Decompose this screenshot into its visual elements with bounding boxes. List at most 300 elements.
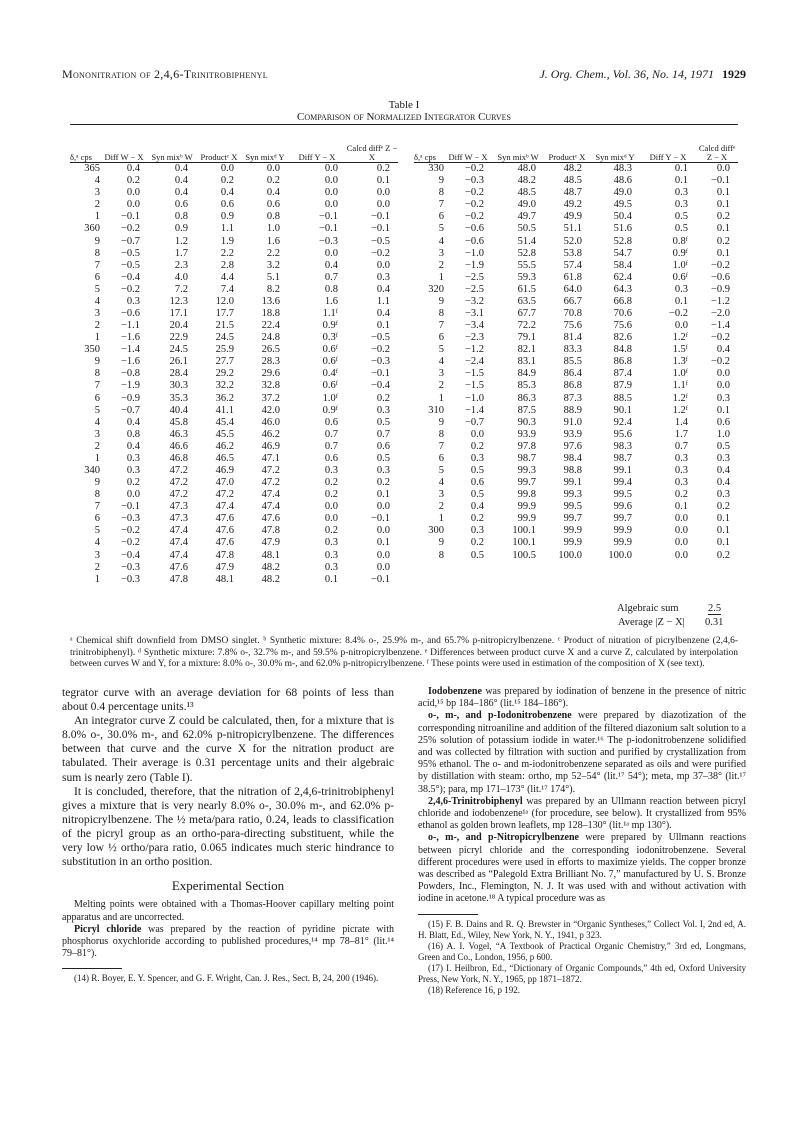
- table-cell: 13.6: [261, 295, 280, 307]
- table-cell: 0.3: [716, 392, 730, 404]
- table-cell: 98.4: [563, 452, 582, 464]
- table-cell: 0.2: [266, 175, 280, 187]
- table-cell: 0.0: [674, 537, 688, 549]
- table-row: [70, 477, 398, 489]
- table-cell: 100.0: [608, 549, 632, 561]
- table-cell: 22.9: [169, 332, 188, 344]
- table-cell: 59.3: [517, 271, 536, 283]
- table-cell: −1.0: [464, 392, 484, 404]
- table-cell: 0.4: [376, 283, 390, 295]
- table-cell: 1.6: [266, 235, 280, 247]
- paragraph-text: was prepared by an Ullmann reaction between picryl chloride and iodobenzene¹ᵃ (for procedure, see below). It crystallized from 95% ethanol as golden brown leaflets, mp 128–130° (lit.¹ᵃ mp 130°).: [418, 795, 746, 832]
- table-cell: 0.6: [376, 440, 390, 452]
- table-row: [414, 380, 738, 392]
- table-right-half: [414, 124, 738, 562]
- table-cell: 86.4: [563, 368, 582, 380]
- footnote: (15) F. B. Dains and R. Q. Brewster in “Organic Syntheses,” Collect Vol. I, 2nd ed, A. H. Blatt, Ed., Wiley, New York, N. Y., 1941, p 323.: [418, 918, 746, 940]
- table-row: [70, 513, 398, 525]
- table-cell: 49.5: [613, 199, 632, 211]
- table-row: [70, 308, 398, 320]
- table-cell: 4: [438, 235, 444, 247]
- column-header: Calcd diffᵉ Z − X: [346, 143, 398, 162]
- table-cell: 8: [438, 549, 444, 561]
- table-cell: 0.3: [126, 452, 140, 464]
- table-cell: 17.1: [169, 307, 188, 319]
- table-cell: 0.6: [324, 416, 338, 428]
- table-cell: 45.4: [215, 416, 234, 428]
- table-row: [414, 441, 738, 453]
- table-cell: 47.4: [215, 501, 234, 513]
- table-cell: 49.9: [563, 211, 582, 223]
- table-cell: 87.5: [517, 404, 536, 416]
- table-cell: −0.2: [370, 344, 390, 356]
- table-cell: −0.1: [120, 211, 140, 223]
- table-cell: 55.5: [517, 259, 536, 271]
- table-cell: 51.1: [563, 223, 582, 235]
- table-cell: 87.9: [613, 380, 632, 392]
- column-header: Productᶜ X: [548, 152, 586, 162]
- table-cell: −0.1: [370, 223, 390, 235]
- table-cell: 2.8: [220, 259, 234, 271]
- table-cell: 99.4: [613, 477, 632, 489]
- average-label: Average |Z − X|: [618, 617, 685, 628]
- table-cell: 0.4: [716, 344, 730, 356]
- table-cell: 46.8: [169, 452, 188, 464]
- table-row: [414, 296, 738, 308]
- table-cell: 0.2: [716, 235, 730, 247]
- table-cell: 0.2: [716, 211, 730, 223]
- table-cell: 2: [94, 440, 100, 452]
- table-cell: 25.9: [215, 344, 234, 356]
- table-cell: 47.4: [261, 489, 280, 501]
- table-cell: 36.2: [215, 392, 234, 404]
- compound-heading: o-, m-, and p-Iodonitrobenzene: [428, 710, 572, 722]
- table-cell: 30.3: [169, 380, 188, 392]
- table-cell: 47.0: [215, 477, 234, 489]
- table-cell: 47.1: [261, 452, 280, 464]
- table-cell: 48.2: [261, 573, 280, 585]
- table-cell: 47.6: [215, 513, 234, 525]
- table-cell: 3: [438, 368, 444, 380]
- table-cell: 0.0: [324, 199, 338, 211]
- table-cell: 1: [438, 513, 444, 525]
- table-cell: −0.1: [318, 211, 338, 223]
- table-cell: 8.2: [266, 283, 280, 295]
- table-row: [414, 368, 738, 380]
- table-row: [70, 272, 398, 284]
- table-cell: 0.3: [376, 271, 390, 283]
- table-cell: 0.4: [174, 187, 188, 199]
- table-cell: 4.4: [220, 271, 234, 283]
- table-row: [414, 405, 738, 417]
- table-cell: 3: [438, 489, 444, 501]
- column-header: Syn mixᵈ Y: [245, 152, 285, 162]
- table-cell: 0.1: [376, 537, 390, 549]
- table-row: [414, 260, 738, 272]
- table-cell: −2.4: [464, 356, 484, 368]
- table-cell: 0.5: [674, 223, 688, 235]
- table-cell: 28.4: [169, 368, 188, 380]
- table-cell: 100.5: [512, 549, 536, 561]
- table-row: [414, 248, 738, 260]
- table-cell: 0.0: [376, 501, 390, 513]
- table-cell: −0.3: [370, 356, 390, 368]
- table-cell: 0.8: [174, 211, 188, 223]
- table-row: [414, 453, 738, 465]
- table-cell: 58.4: [613, 259, 632, 271]
- table-cell: 0.0: [324, 175, 338, 187]
- table-cell: 7: [94, 380, 100, 392]
- table-cell: 4: [438, 356, 444, 368]
- table-cell: 0.1: [716, 247, 730, 259]
- table-row: [414, 284, 738, 296]
- table-cell: 1.0ᶠ: [672, 368, 688, 380]
- table-cell: 2.2: [266, 247, 280, 259]
- table-row: [414, 489, 738, 501]
- table-cell: 0.5: [716, 440, 730, 452]
- table-cell: 98.7: [517, 452, 536, 464]
- table-cell: 0.9: [220, 211, 234, 223]
- table-cell: 1.0ᶠ: [322, 392, 338, 404]
- table-subtitle: Comparison of Normalized Integrator Curves: [297, 111, 511, 123]
- table-cell: 0.7: [376, 428, 390, 440]
- table-cell: 0.5: [376, 416, 390, 428]
- table-cell: 0.0: [376, 199, 390, 211]
- table-cell: 0.4: [174, 175, 188, 187]
- table-cell: 47.6: [215, 537, 234, 549]
- paragraph: [418, 832, 746, 905]
- table-cell: 99.3: [517, 464, 536, 476]
- table-cell: 6: [438, 452, 444, 464]
- column-header: Diff Y − X: [298, 152, 336, 162]
- table-cell: 99.3: [563, 489, 582, 501]
- table-cell: −0.2: [710, 356, 730, 368]
- table-cell: 49.0: [613, 187, 632, 199]
- table-cell: 98.7: [613, 452, 632, 464]
- table-cell: 42.0: [261, 404, 280, 416]
- table-cell: 0.3: [674, 464, 688, 476]
- table-cell: 97.6: [563, 440, 582, 452]
- table-row: [70, 211, 398, 223]
- table-cell: −0.1: [370, 211, 390, 223]
- table-cell: 83.1: [517, 356, 536, 368]
- table-cell: −0.5: [370, 235, 390, 247]
- table-cell: 8: [438, 428, 444, 440]
- paragraph: tegrator curve with an average deviation for 68 points of less than about 0.4 percentage units.¹³: [62, 686, 394, 714]
- table-cell: 47.4: [261, 501, 280, 513]
- table-cell: 4: [94, 537, 100, 549]
- table-cell: 99.9: [517, 501, 536, 513]
- table-cell: −0.5: [370, 332, 390, 344]
- table-row: [70, 260, 398, 272]
- table-cell: 35.3: [169, 392, 188, 404]
- table-cell: 0.0: [716, 163, 730, 175]
- table-cell: 0.0: [324, 513, 338, 525]
- table-row: [70, 223, 398, 235]
- table-cell: 6: [438, 211, 444, 223]
- table-row: [414, 308, 738, 320]
- table-cell: 1: [94, 573, 100, 585]
- table-cell: 0.3: [376, 464, 390, 476]
- paragraph: It is concluded, therefore, that the nitration of 2,4,6-trinitrobiphenyl gives a mixture that is very nearly 8.0% o-, 30.0% m-, and 62.0% p-nitropicrylbenzene. The ½ meta/para ratio, 0.24, leads to classification of the picryl group as an ortho-para-directing substituent, while the very low ½ ortho/para ratio, 0.065 indicates much steric hindrance to substitution in an ortho position.: [62, 784, 394, 869]
- average-value: 0.31: [705, 617, 724, 628]
- table-cell: 365: [84, 163, 100, 175]
- table-cell: 52.0: [563, 235, 582, 247]
- table-cell: 9: [438, 537, 444, 549]
- table-cell: 47.2: [169, 477, 188, 489]
- table-cell: 0.1: [716, 525, 730, 537]
- table-cell: 0.6: [220, 199, 234, 211]
- table-cell: 7: [438, 320, 444, 332]
- table-row: [70, 562, 398, 574]
- table-cell: 48.2: [261, 561, 280, 573]
- table-cell: 29.6: [261, 368, 280, 380]
- table-cell: 46.9: [261, 440, 280, 452]
- table-cell: 47.9: [215, 561, 234, 573]
- table-cell: 0.6: [470, 477, 484, 489]
- table-cell: 95.6: [613, 428, 632, 440]
- table-cell: −3.1: [464, 307, 484, 319]
- table-cell: 99.9: [563, 537, 582, 549]
- table-cell: 99.8: [517, 489, 536, 501]
- table-cell: 0.2: [376, 477, 390, 489]
- table-row: [414, 537, 738, 549]
- table-cell: 47.4: [169, 537, 188, 549]
- table-cell: −0.7: [464, 416, 484, 428]
- footnote: (16) A. I. Vogel, “A Textbook of Practical Organic Chemistry,” 3rd ed, Longmans, Green and Co., London, 1956, p 600.: [418, 940, 746, 962]
- table-cell: −0.2: [120, 525, 140, 537]
- table-cell: 51.4: [517, 235, 536, 247]
- table-cell: 0.4: [174, 163, 188, 175]
- table-cell: 0.3: [674, 283, 688, 295]
- table-cell: −2.5: [464, 283, 484, 295]
- table-cell: 0.5: [470, 489, 484, 501]
- table-cell: 21.5: [215, 320, 234, 332]
- table-row: [70, 489, 398, 501]
- table-row: [70, 320, 398, 332]
- table-cell: 5: [94, 404, 100, 416]
- table-cell: 0.0: [376, 549, 390, 561]
- table-cell: 47.4: [169, 549, 188, 561]
- table-left-half: [70, 124, 398, 586]
- table-cell: 70.8: [563, 307, 582, 319]
- table-row: [70, 525, 398, 537]
- algebraic-sum-value: 2.5: [708, 603, 722, 614]
- table-cell: 100.1: [512, 537, 536, 549]
- table-cell: 8: [438, 307, 444, 319]
- table-cell: 93.9: [563, 428, 582, 440]
- column-header: Diff Y − X: [649, 152, 687, 162]
- table-cell: 24.5: [215, 332, 234, 344]
- table-cell: 3: [438, 247, 444, 259]
- table-cell: 4: [438, 477, 444, 489]
- table-row: [414, 550, 738, 562]
- table-row: [70, 175, 398, 187]
- table-cell: 0.0: [324, 501, 338, 513]
- table-cell: 0.2: [126, 175, 140, 187]
- table-cell: 17.7: [215, 307, 234, 319]
- table-cell: −0.2: [120, 223, 140, 235]
- table-cell: 50.5: [517, 223, 536, 235]
- table-cell: 100.0: [558, 549, 582, 561]
- table-cell: 1.6: [324, 295, 338, 307]
- table-cell: 5: [438, 344, 444, 356]
- table-cell: −1.9: [464, 259, 484, 271]
- table-cell: 0.9ᶠ: [322, 320, 338, 332]
- table-cell: 9: [94, 356, 100, 368]
- table-cell: 85.5: [563, 356, 582, 368]
- table-cell: −2.3: [464, 332, 484, 344]
- column-header: Syn mixᵇ W: [497, 152, 539, 162]
- table-cell: −0.2: [710, 259, 730, 271]
- table-cell: −0.1: [710, 175, 730, 187]
- table-cell: 0.3: [324, 464, 338, 476]
- table-cell: 0.2: [324, 477, 338, 489]
- table-row: [70, 187, 398, 199]
- table-cell: 0.2: [126, 477, 140, 489]
- table-cell: 0.4: [126, 163, 140, 175]
- table-cell: −0.2: [464, 211, 484, 223]
- table-row: [70, 344, 398, 356]
- table-cell: 99.9: [517, 513, 536, 525]
- table-cell: 0.0: [324, 187, 338, 199]
- table-cell: 0.0: [126, 489, 140, 501]
- table-cell: 99.1: [563, 477, 582, 489]
- table-cell: 0.0: [716, 380, 730, 392]
- table-cell: 47.6: [215, 525, 234, 537]
- table-cell: 0.0: [674, 320, 688, 332]
- table-cell: 62.4: [613, 271, 632, 283]
- table-cell: 29.2: [215, 368, 234, 380]
- paragraph: [418, 710, 746, 795]
- table-cell: 48.5: [563, 175, 582, 187]
- table-cell: 2: [438, 380, 444, 392]
- table-cell: 0.0: [376, 525, 390, 537]
- table-row: [70, 235, 398, 247]
- table-cell: 0.4: [266, 187, 280, 199]
- table-cell: 88.9: [563, 404, 582, 416]
- table-cell: −1.9: [120, 380, 140, 392]
- table-cell: 0.0: [266, 163, 280, 175]
- table-cell: 45.8: [169, 416, 188, 428]
- table-cell: 26.5: [261, 344, 280, 356]
- table-row: [414, 211, 738, 223]
- table-cell: 0.5: [674, 211, 688, 223]
- table-row: [414, 320, 738, 332]
- table-cell: 7: [94, 259, 100, 271]
- table-cell: 0.9ᶠ: [322, 404, 338, 416]
- table-cell: 46.3: [169, 428, 188, 440]
- table-cell: 47.2: [169, 489, 188, 501]
- table-cell: 3: [94, 549, 100, 561]
- table-cell: 1: [94, 211, 100, 223]
- table-cell: 0.6ᶠ: [672, 271, 688, 283]
- running-header: [62, 67, 746, 87]
- table-cell: 0.4: [470, 501, 484, 513]
- table-cell: 47.3: [169, 501, 188, 513]
- table-cell: 1: [94, 332, 100, 344]
- table-cell: −0.7: [120, 404, 140, 416]
- table-cell: 1.7: [174, 247, 188, 259]
- table-cell: 2: [438, 259, 444, 271]
- table-row: [414, 525, 738, 537]
- table-row: [414, 429, 738, 441]
- table-cell: −0.4: [370, 380, 390, 392]
- table-cell: 0.1: [674, 501, 688, 513]
- table-row: [414, 223, 738, 235]
- table-cell: 0.1: [674, 163, 688, 175]
- table-cell: 48.1: [215, 573, 234, 585]
- table-cell: 4: [94, 416, 100, 428]
- table-cell: 99.5: [563, 501, 582, 513]
- table-cell: 46.9: [215, 464, 234, 476]
- table-cell: −1.6: [120, 332, 140, 344]
- table-cell: 48.0: [517, 163, 536, 175]
- table-cell: 310: [428, 404, 444, 416]
- table-cell: 0.3: [716, 489, 730, 501]
- table-cell: 0.7: [324, 428, 338, 440]
- table-cell: 1: [438, 271, 444, 283]
- table-cell: 0.2: [376, 392, 390, 404]
- column-header: Syn mixᵈ Y: [595, 152, 635, 162]
- table-cell: 47.6: [261, 513, 280, 525]
- table-cell: 0.2: [470, 440, 484, 452]
- table-cell: 0.0: [126, 199, 140, 211]
- table-cell: −1.6: [120, 356, 140, 368]
- table-cell: 7.2: [174, 283, 188, 295]
- table-cell: 0.1: [376, 175, 390, 187]
- table-cell: 0.4ᶠ: [322, 368, 338, 380]
- table-cell: −0.2: [464, 199, 484, 211]
- table-cell: 360: [84, 223, 100, 235]
- column-header: Syn mixᵇ W: [151, 152, 193, 162]
- table-cell: 0.1: [716, 199, 730, 211]
- table-row: [70, 465, 398, 477]
- table-cell: 47.8: [261, 525, 280, 537]
- table-cell: 0.4: [126, 440, 140, 452]
- table-cell: 1: [94, 452, 100, 464]
- table-cell: 0.3: [376, 404, 390, 416]
- table-cell: 32.8: [261, 380, 280, 392]
- table-row: [70, 296, 398, 308]
- table-cell: 0.6: [716, 416, 730, 428]
- table-cell: 47.4: [169, 525, 188, 537]
- paragraph: [418, 686, 746, 710]
- table-title: Table I: [388, 99, 420, 111]
- table-cell: −0.5: [120, 247, 140, 259]
- table-cell: 0.1: [716, 513, 730, 525]
- table-cell: −2.5: [464, 271, 484, 283]
- table-cell: 1.0: [716, 428, 730, 440]
- table-cell: 3.2: [266, 259, 280, 271]
- table-cell: 45.5: [215, 428, 234, 440]
- table-cell: 7.4: [220, 283, 234, 295]
- table-cell: −0.6: [464, 235, 484, 247]
- table-cell: 0.3: [674, 199, 688, 211]
- table-cell: 0.8: [266, 211, 280, 223]
- table-cell: 0.1: [716, 223, 730, 235]
- table-cell: 24.8: [261, 332, 280, 344]
- table-cell: 0.9: [174, 223, 188, 235]
- compound-heading: Iodobenzene: [428, 686, 482, 697]
- table-cell: 4: [94, 175, 100, 187]
- table-cell: 0.1: [716, 537, 730, 549]
- table-cell: 1.5ᶠ: [672, 344, 688, 356]
- table-cell: 0.2: [470, 513, 484, 525]
- table-footnotes: ᵃ Chemical shift downfield from DMSO singlet. ᵇ Synthetic mixture: 8.4% o-, 25.9% m-, and 65.7% p-nitropicrylbenzene. ᶜ Product of nitration of picrylbenzene (2,4,6-trinitrobiphenyl). ᵈ Synthetic mixture: 7.8% o-, 32.7% m-, and 59.5% p-nitropicrylbenzene. ᵉ Differences between product curve X and a curve Z, calculated by interpolation between curves W and Y, for a mixture: 8.0% o-, 30.0% m-, and 62.0% p-nitropicrylbenzene. ᶠ These points were used in estimation of the composition of X (see text).: [70, 636, 738, 669]
- table-cell: 84.8: [613, 344, 632, 356]
- table-cell: 0.4: [324, 259, 338, 271]
